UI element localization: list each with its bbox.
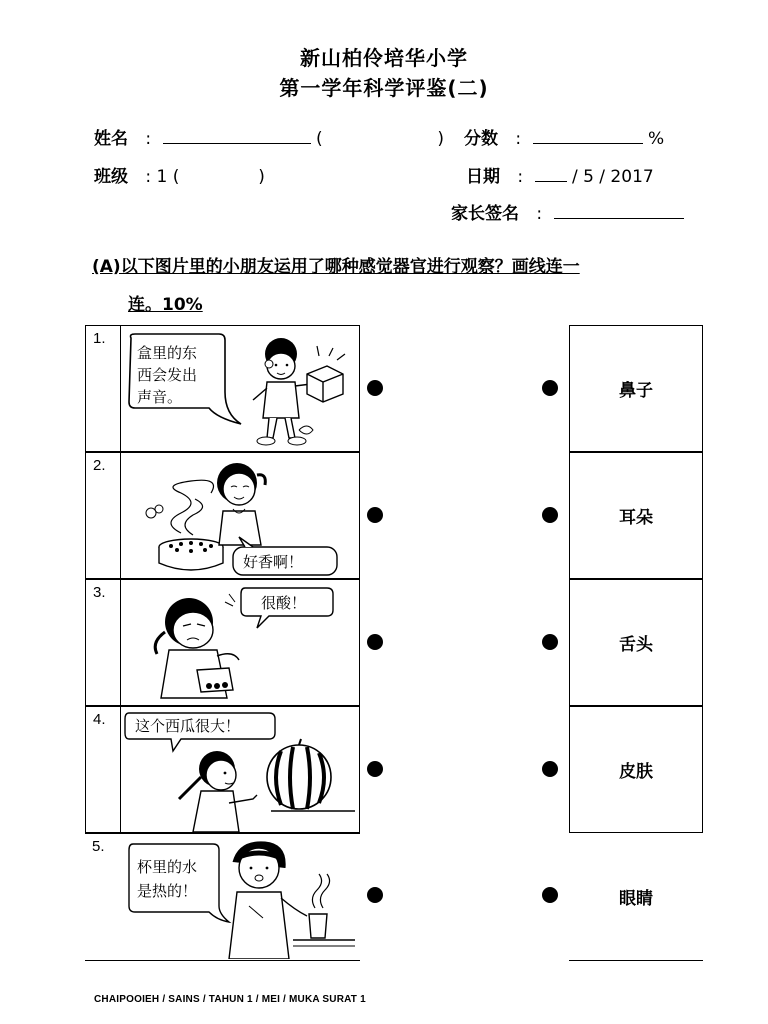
row-5-bottom-line-right xyxy=(569,960,703,961)
left-dot-2[interactable] xyxy=(367,507,383,523)
item-2 xyxy=(85,452,360,579)
speech-line: 是热的！ xyxy=(137,882,198,900)
date-suffix: / 5 / 2017 xyxy=(571,167,654,187)
child-looking-watermelon-illustration xyxy=(121,707,360,832)
speech-line: 盒里的东 xyxy=(137,344,198,362)
child-tasting-sour-illustration xyxy=(121,580,360,705)
item-4 xyxy=(85,706,360,833)
question-line-1: (A)以下图片里的小朋友运用了哪种感觉器官进行观察？画线连一 xyxy=(92,257,580,277)
score-percent: % xyxy=(647,129,665,149)
item-1-picture xyxy=(120,326,360,451)
score-field xyxy=(464,124,664,149)
name-label: 姓名 xyxy=(94,129,128,149)
item-number: 2. xyxy=(93,457,106,474)
right-dot-1[interactable] xyxy=(542,380,558,396)
left-dot-5[interactable] xyxy=(367,887,383,903)
name-blank[interactable] xyxy=(163,128,311,144)
class-value: : 1 ( xyxy=(145,167,180,187)
item-3 xyxy=(85,579,360,706)
left-dot-4[interactable] xyxy=(367,761,383,777)
row-5-bottom-line-left xyxy=(85,960,360,961)
date-day-blank[interactable] xyxy=(535,166,567,182)
child-touching-cup-illustration xyxy=(119,834,359,959)
item-1 xyxy=(85,325,360,452)
name-paren-open: ( xyxy=(315,129,323,149)
item-2-picture xyxy=(120,453,360,578)
class-paren-close: ) xyxy=(258,167,265,187)
right-dot-5[interactable] xyxy=(542,887,558,903)
score-label: 分数 xyxy=(464,129,498,149)
right-dot-2[interactable] xyxy=(542,507,558,523)
speech-line: 很酸！ xyxy=(261,594,307,612)
answer-ear: 耳朵 xyxy=(569,452,703,579)
score-colon: : xyxy=(515,129,522,149)
child-smelling-cake-illustration xyxy=(121,453,360,578)
answer-tongue: 舌头 xyxy=(569,579,703,706)
question-line-2: 连。10% xyxy=(128,295,203,315)
answer-skin: 皮肤 xyxy=(569,706,703,833)
class-field xyxy=(94,162,265,187)
parent-signature-field xyxy=(451,199,684,224)
name-field xyxy=(94,124,444,149)
parent-label: 家长签名 xyxy=(451,204,519,224)
item-number: 1. xyxy=(93,330,106,347)
left-dot-3[interactable] xyxy=(367,634,383,650)
parent-blank[interactable] xyxy=(554,203,684,219)
date-field xyxy=(466,162,654,187)
exam-title: 第一学年科学评鉴(二) xyxy=(279,76,489,100)
item-5-picture xyxy=(119,834,359,959)
speech-line: 杯里的水 xyxy=(137,858,198,876)
name-colon: : xyxy=(145,129,152,149)
speech-line: 这个西瓜很大！ xyxy=(135,717,241,735)
school-title: 新山柏伶培华小学 xyxy=(300,46,468,70)
date-label: 日期 xyxy=(466,167,500,187)
right-dot-4[interactable] xyxy=(542,761,558,777)
speech-line: 声音。 xyxy=(137,388,183,406)
class-label: 班级 xyxy=(94,167,128,187)
item-3-picture xyxy=(120,580,360,705)
item-number: 4. xyxy=(93,711,106,728)
date-colon: : xyxy=(517,167,524,187)
answer-nose: 鼻子 xyxy=(569,325,703,452)
left-dot-1[interactable] xyxy=(367,380,383,396)
item-5 xyxy=(85,833,360,960)
answer-eyes: 眼睛 xyxy=(619,889,653,909)
score-blank[interactable] xyxy=(533,128,643,144)
speech-line: 好香啊！ xyxy=(243,553,304,571)
item-number: 3. xyxy=(93,584,106,601)
name-paren-close: ) xyxy=(437,129,445,149)
child-shaking-box-illustration xyxy=(121,326,360,451)
item-4-picture xyxy=(120,707,360,832)
right-dot-3[interactable] xyxy=(542,634,558,650)
item-number: 5. xyxy=(92,838,105,855)
speech-line: 西会发出 xyxy=(137,366,198,384)
page-footer: CHAIPOOIEH / SAINS / TAHUN 1 / MEI / MUKA SURAT 1 xyxy=(94,994,366,1005)
parent-colon: : xyxy=(536,204,543,224)
